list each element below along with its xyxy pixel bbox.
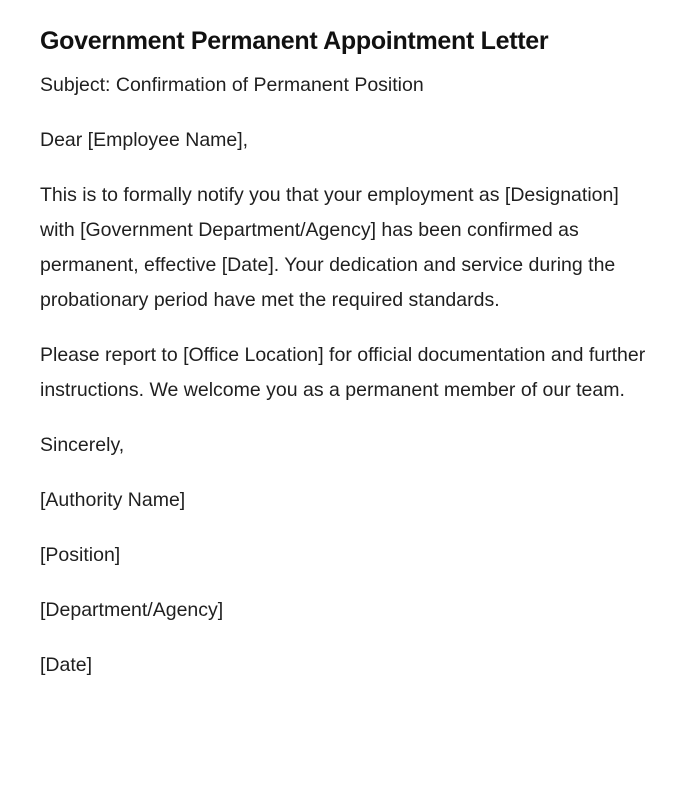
signature-department: [Department/Agency]: [40, 599, 224, 621]
letter-subject: Subject: Confirmation of Permanent Position: [40, 74, 424, 96]
signature-authority-name: [Authority Name]: [40, 489, 186, 511]
signature-date: [Date]: [40, 654, 93, 676]
signature-position: [Position]: [40, 544, 121, 566]
letter-body-paragraph-1: This is to formally notify you that your employment as [Designation] with [Government Department/Agency] has been confirmed as permanent, effective [Date]. Your dedication and service during the probationary period have met the required standards.: [40, 184, 619, 311]
letter-document: [40, 22, 650, 683]
letter-title: Government Permanent Appointment Letter: [40, 27, 549, 55]
letter-closing: Sincerely,: [40, 434, 125, 456]
letter-body-paragraph-2: Please report to [Office Location] for official documentation and further instructions. We welcome you as a permanent member of our team.: [40, 344, 646, 401]
letter-salutation: Dear [Employee Name],: [40, 129, 249, 151]
